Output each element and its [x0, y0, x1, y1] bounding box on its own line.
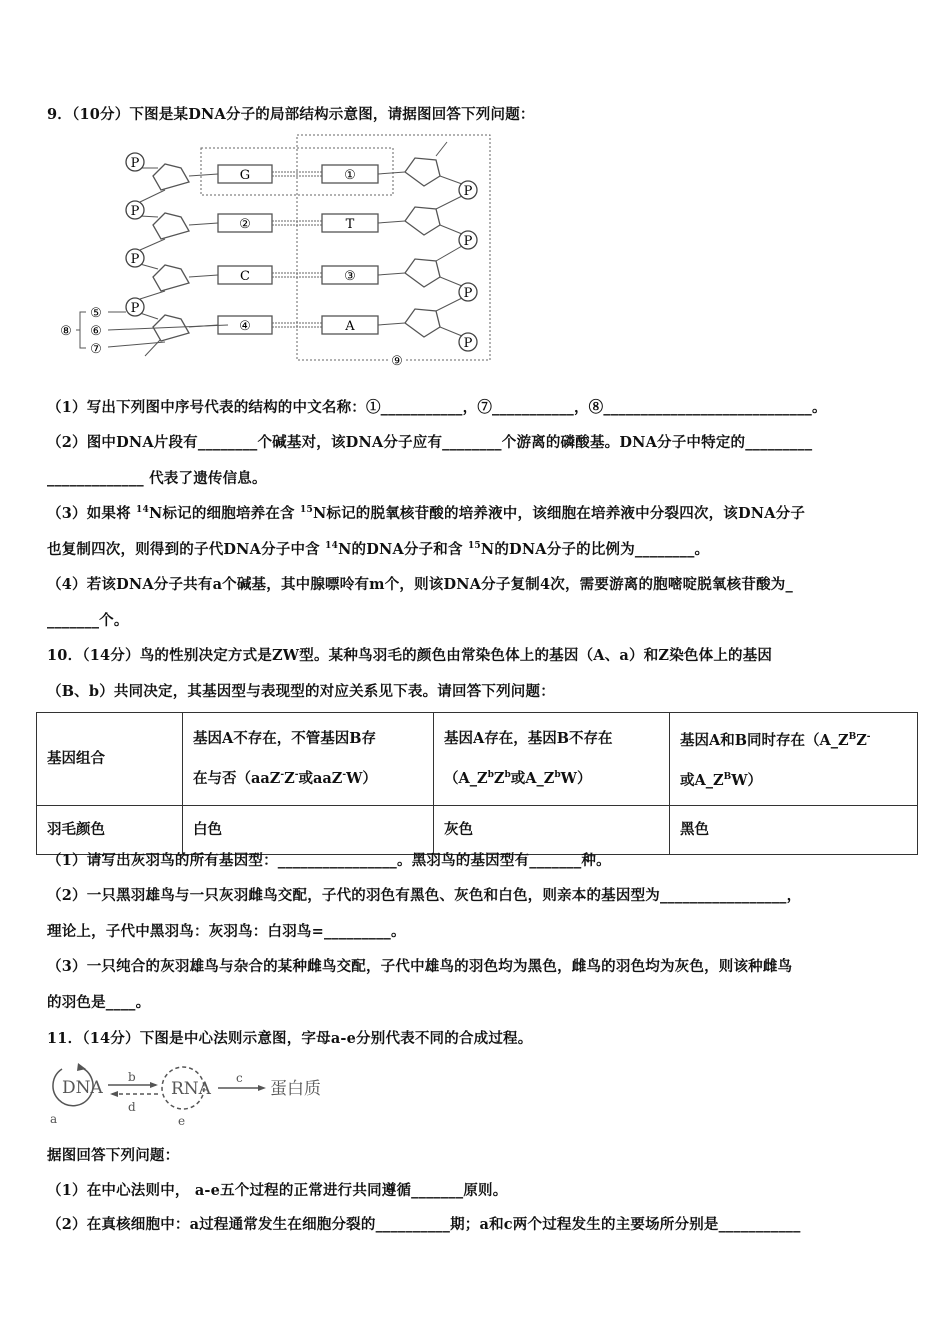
text-segment: 9．（10分） [47, 106, 130, 123]
base-label: C [240, 269, 250, 284]
bond-line [189, 275, 218, 277]
text-segment: 11．（14分） [47, 1030, 140, 1047]
superscript: b [487, 769, 494, 780]
table-row [37, 713, 918, 806]
bond-line [140, 264, 158, 269]
text-segment: （2）一只黑羽雄鸟与一只灰羽雌鸟交配，子代的羽色有黑色、灰色和白色，则亲本的基因型为_________________， [47, 887, 802, 904]
text-segment: Z [493, 769, 505, 787]
phosphate-label: P [463, 286, 473, 301]
structure-number-label: ⑤ [90, 306, 102, 321]
question-line [47, 849, 611, 870]
text-segment: （2）在真核细胞中：a过程通常发生在细胞分裂的__________期；a和c两个过程发生的主要场所分别是___________ [47, 1216, 801, 1233]
superscript: 14 [325, 541, 339, 552]
base-label: G [239, 168, 251, 183]
table-cell [434, 713, 670, 806]
base-label: A [345, 319, 355, 334]
table-cell [183, 713, 434, 806]
label-c: c [236, 1071, 243, 1085]
bond-line [140, 216, 158, 217]
text-segment: 的羽色是____。 [47, 994, 151, 1011]
superscript: - [280, 769, 285, 780]
base-label: T [345, 217, 355, 232]
table-cell: 灰色 [434, 805, 670, 854]
bond-line [440, 176, 462, 184]
bracket [76, 312, 86, 348]
bond-line [440, 225, 462, 234]
phosphate-label: P [130, 156, 140, 171]
bond-line [189, 223, 218, 225]
text-segment: 下图是某DNA分子的局部结构示意图，请据图回答下列问题： [129, 106, 535, 123]
text-segment: _____________ 代表了遗传信息。 [47, 470, 267, 487]
text-segment: Z [284, 769, 295, 787]
bond-line [436, 196, 462, 209]
bond-line [378, 172, 405, 174]
text-segment: 下图是中心法则示意图，字母a-e分别代表不同的合成过程。 [139, 1030, 533, 1047]
deoxyribose-pentagon [153, 213, 189, 239]
pointer-line [108, 325, 228, 330]
q10-header-line [47, 680, 555, 701]
base-label: ④ [239, 319, 251, 334]
text-segment: （4）若该DNA分子共有a个碱基，其中腺嘌呤有m个，则该DNA分子复制4次，需要游离的胞嘧啶脱氧核苷酸为_ [47, 576, 793, 593]
phosphate-label: P [463, 336, 473, 351]
question-line [47, 502, 805, 523]
text-segment: 理论上，子代中黑羽鸟：灰羽鸟：白羽鸟=_________。 [47, 923, 406, 940]
question-line [47, 609, 129, 630]
label-a: a [50, 1112, 58, 1126]
superscript: - [866, 732, 871, 742]
deoxyribose-pentagon [405, 309, 440, 337]
table-cell: 白色 [183, 805, 434, 854]
text-segment: 基因A和B同时存在（A_Z [680, 731, 849, 749]
text-segment: （1）写出下列图中序号代表的结构的中文名称：①___________，⑦___________，⑧____________________________。 [47, 399, 827, 416]
bond-line [140, 239, 165, 250]
phosphate-label: P [130, 301, 140, 316]
phosphate-label: P [463, 184, 473, 199]
dna-label: DNA [62, 1078, 103, 1098]
label-d: d [128, 1100, 136, 1114]
superscript: b [554, 769, 561, 780]
q10-header-line [47, 644, 772, 665]
text-segment: Z [856, 731, 867, 749]
bond-line [140, 313, 158, 319]
label-e: e [178, 1114, 186, 1128]
text-segment: 在与否（aaZ [193, 769, 281, 787]
text-segment: W） [346, 769, 377, 787]
text-segment: N标记的脱氧核苷酸的培养液中，该细胞在培养液中分裂四次，该DNA分子 [312, 505, 806, 522]
table-cell [670, 713, 918, 806]
text-segment: 据图回答下列问题： [47, 1147, 180, 1164]
phosphate-label: P [130, 204, 140, 219]
base-label: ③ [344, 269, 356, 284]
deoxyribose-pentagon [405, 259, 440, 287]
question-line [47, 538, 709, 559]
text-segment: （B、b）共同决定，其基因型与表现型的对应关系见下表。请回答下列问题： [47, 683, 555, 700]
text-segment: 或A_Z [510, 769, 555, 787]
central-dogma-diagram [40, 1055, 340, 1130]
text-segment: 或A_Z [680, 771, 724, 789]
table-cell: 羽毛颜色 [37, 805, 183, 854]
region-label: ⑨ [391, 354, 403, 369]
text-segment: （1）请写出灰羽鸟的所有基因型：________________。黑羽鸟的基因型有_______种。 [47, 852, 611, 869]
text-segment: W） [560, 769, 592, 787]
bond-line [378, 323, 405, 325]
bond-line [436, 142, 447, 156]
question-line [47, 573, 793, 594]
bond-line [440, 277, 462, 286]
q11-header [47, 1027, 532, 1048]
structure-number-label: ⑥ [90, 324, 102, 339]
text-segment: （2）图中DNA片段有________个碱基对，该DNA分子应有________个游离的磷酸基。DNA分子中特定的_________ [47, 434, 813, 451]
text-segment: （A_Z [444, 769, 488, 787]
text-segment: 鸟的性别决定方式是ZW型。某种鸟羽毛的颜色由常染色体上的基因（A、a）和Z染色体上的基因 [139, 647, 773, 664]
base-label: ① [344, 168, 356, 183]
text-segment: N的DNA分子和含 [338, 541, 468, 558]
superscript: - [342, 769, 347, 780]
deoxyribose-pentagon [405, 207, 440, 235]
bond-line [140, 190, 165, 202]
table-row [37, 805, 918, 854]
question-line [47, 1144, 179, 1165]
superscript: 14 [136, 505, 149, 516]
bond-line [378, 273, 405, 275]
text-segment: N标记的细胞培养在含 [148, 505, 300, 522]
superscript: 15 [467, 541, 481, 552]
bond-line [440, 327, 462, 336]
bond-line [436, 298, 462, 311]
question-line [47, 991, 150, 1012]
text-segment: （1）在中心法则中， a-e五个过程的正常进行共同遵循_______原则。 [47, 1182, 508, 1199]
superscript: b [504, 769, 511, 780]
text-segment: _______个。 [47, 612, 129, 629]
text-segment: 也复制四次，则得到的子代DNA分子中含 [47, 541, 326, 558]
question-line [47, 1179, 507, 1200]
text-segment: W） [731, 771, 762, 789]
deoxyribose-pentagon [405, 158, 440, 186]
bond-line [436, 246, 462, 261]
text-segment: N的DNA分子的比例为________。 [480, 541, 710, 558]
question-line [47, 467, 267, 488]
superscript: B [723, 771, 732, 782]
structure-number-label: ⑦ [90, 342, 102, 357]
text-segment: （3）一只纯合的灰羽雄鸟与杂合的某种雌鸟交配，子代中雄鸟的羽色均为黑色，雌鸟的羽色均为灰色，则该种雌鸟 [47, 958, 793, 975]
question-line [47, 884, 801, 905]
protein-label: 蛋白质 [270, 1079, 321, 1099]
superscript: B [848, 732, 857, 742]
text-segment: 基因A不存在，不管基因B存 [193, 729, 377, 747]
table-cell: 黑色 [670, 805, 918, 854]
rna-label: RNA [171, 1079, 211, 1099]
question-line [47, 920, 406, 941]
question-line [47, 1213, 801, 1234]
text-segment: 基因A存在，基因B不存在 [444, 729, 613, 747]
superscript: - [294, 769, 299, 780]
genotype-phenotype-table [36, 712, 918, 855]
text-segment: 或aaZ [298, 769, 343, 787]
bond-line [140, 291, 165, 299]
dna-structure-diagram [0, 0, 520, 380]
question-line [47, 431, 812, 452]
bracket-label: ⑧ [60, 324, 72, 339]
phosphate-label: P [463, 234, 473, 249]
phosphate-label: P [130, 252, 140, 267]
question-line [47, 396, 827, 417]
bond-line [189, 174, 218, 176]
question-line [47, 955, 792, 976]
deoxyribose-pentagon [153, 265, 189, 291]
text-segment: （3）如果将 [47, 505, 137, 522]
superscript: 15 [300, 505, 313, 516]
bond-line [378, 221, 405, 223]
text-segment: 10．（14分） [47, 647, 140, 664]
deoxyribose-pentagon [153, 164, 189, 190]
label-b: b [128, 1070, 136, 1084]
base-label: ② [239, 217, 251, 232]
table-cell: 基因组合 [37, 713, 183, 806]
